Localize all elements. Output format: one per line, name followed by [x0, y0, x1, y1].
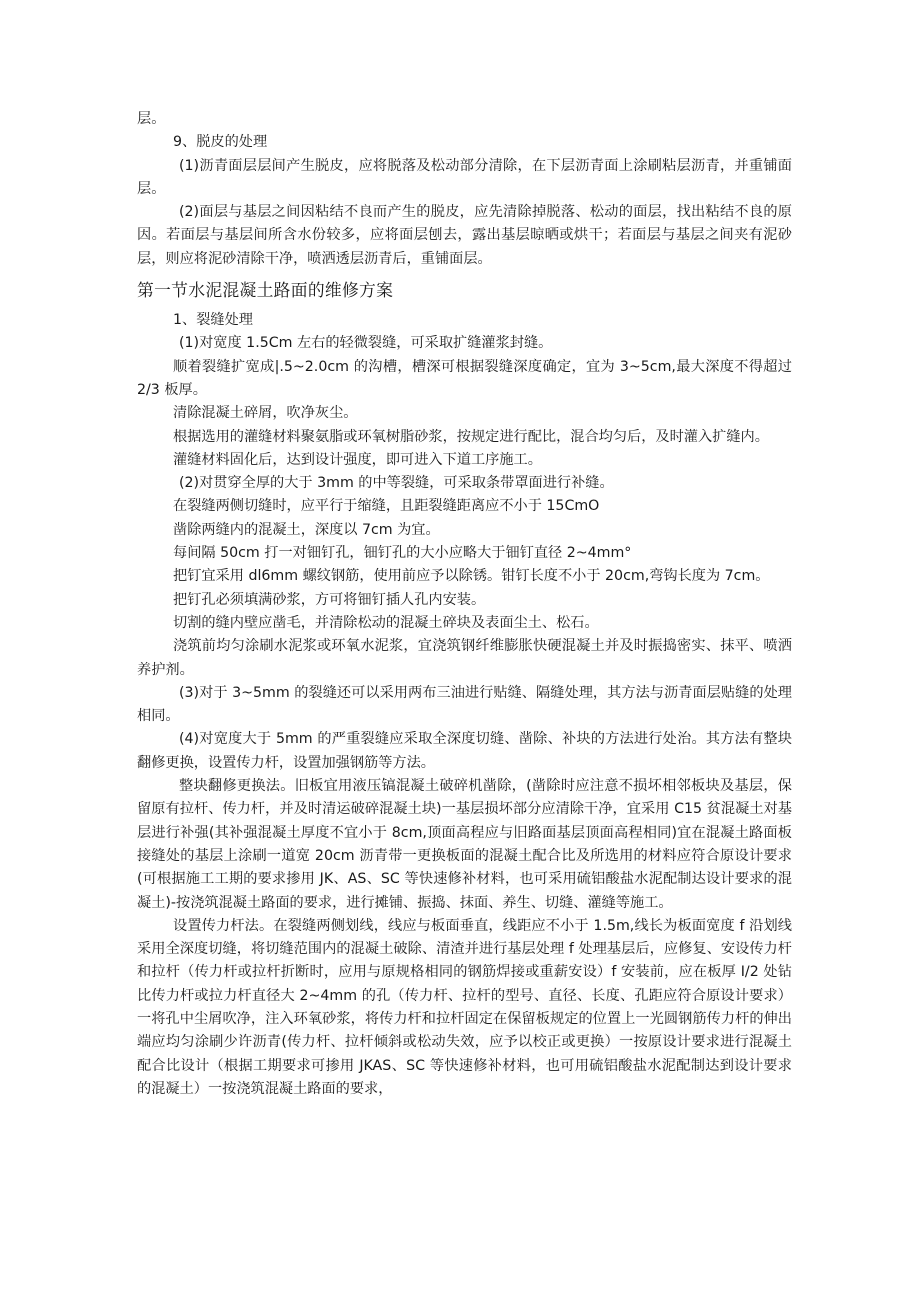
paragraph: (1)沥青面层层间产生脱皮，应将脱落及松动部分清除，在下层沥青面上涂刷粘层沥青，并重铺面层。 — [137, 157, 792, 197]
paragraph: 设置传力杆法。在裂缝两侧划线，线应与板面垂直，线距应不小于 1.5m,线长为板面宽度 f 沿划线采用全深度切缝，将切缝范围内的混凝土破除、清渣并进行基层处理 f 处理基层后，应修复、安设传力杆和拉杆（传力杆或拉杆折断时，应用与原规格相同的钢筋焊接或重薪安设）f 安装前，应在板厚 I/2 处钻比传力杆或拉力杆直径大 2~4mm 的孔（传力杆、拉杆的型号、直径、长度、孔距应符合原设计要求）一将孔中尘屑吹净，注入环氧砂浆，将传力杆和拉杆固定在保留板规定的位置上一光圆钢筋传力杆的伸出端应均匀涂刷少许沥青(传力杆、拉杆倾斜或松动失效，应予以校正或更换）一按原设计要求进行混凝土配合比设计（根据工期要求可掺用 JKAS、SC 等快速修补材料，也可用硫铝酸盐水泥配制达到设计要求的混凝土）一按浇筑混凝土路面的要求， — [137, 917, 792, 1097]
paragraph: 把钉孔必须填满砂浆，方可将钿钉插人孔内安装。 — [173, 591, 486, 608]
paragraph: (4)对宽度大于 5mm 的严重裂缝应采取全深度切缝、凿除、补块的方法进行处治。其方法有整块翻修更换，设置传力杆，设置加强钢筋等方法。 — [137, 731, 792, 771]
section-title: 9、脱皮的处理 — [173, 134, 268, 151]
paragraph: 把钉宜采用 dl6mm 螺纹钢筋，使用前应予以除锈。钳钉长度不小于 20cm,弯钩长度为 7cm。 — [173, 568, 770, 585]
paragraph: 每间隔 50cm 打一对钿钉孔，钿钉孔的大小应略大于钿钉直径 2~4mm° — [173, 545, 632, 562]
paragraph: 清除混凝土碎屑，吹净灰尘。 — [173, 405, 358, 422]
paragraph: 凿除两缝内的混凝土，深度以 7cm 为宜。 — [173, 521, 440, 538]
document-body — [137, 108, 792, 1101]
paragraph: 灌缝材料固化后，达到设计强度，即可进入下道工序施工。 — [173, 451, 542, 468]
paragraph: 根据选用的灌缝材料聚氨脂或环氧树脂砂浆，按规定进行配比，混合均匀后，及时灌入扩缝内。 — [173, 428, 769, 445]
paragraph: 切割的缝内壁应凿毛，并清除松动的混凝土碎块及表面尘土、松石。 — [173, 614, 599, 631]
paragraph: (2)面层与基层之间因粘结不良而产生的脱皮，应先清除掉脱落、松动的面层，找出粘结不良的原因。若面层与基层间所含水份较多，应将面层刨去，露出基层晾晒或烘干；若面层与基层之间夹有泥砂层，则应将泥砂清除干净，喷洒透层沥青后，重铺面层。 — [137, 204, 792, 267]
paragraph: (2)对贯穿全厚的大于 3mm 的中等裂缝，可采取条带罩面进行补缝。 — [179, 475, 614, 492]
paragraph: 层。 — [137, 111, 166, 127]
paragraph: (1)对宽度 1.5Cm 左右的轻微裂缝，可采取扩缝灌浆封缝。 — [179, 335, 553, 352]
section-heading: 第一节水泥混凝土路面的维修方案 — [137, 280, 394, 301]
paragraph: (3)对于 3~5mm 的裂缝还可以采用两布三油进行贴缝、隔缝处理，其方法与沥青面层贴缝的处理相同。 — [137, 684, 792, 725]
section-title: 1、裂缝处理 — [173, 312, 253, 329]
paragraph: 顺着裂缝扩宽成|.5~2.0cm 的沟槽，槽深可根据裂缝深度确定，宜为 3~5cm,最大深度不得超过 2/3 板厚。 — [137, 358, 792, 398]
paragraph: 整块翻修更换法。旧板宜用液压镐混凝土破碎机凿除，(凿除时应注意不损坏相邻板块及基层，保留原有拉杆、传力杆，并及时清运破碎混凝土块)一基层损坏部分应清除干净，宜采用 C15 贫混凝土对基层进行补强(其补强混凝土厚度不宜小于 8cm,顶面高程应与旧路面基层顶面高程相同)宜在混凝土路面板接缝处的基层上涂刷一道宽 20cm 沥青带一更换板面的混凝土配合比及所选用的材料应符合原设计要求(可根据施工工期的要求掺用 JK、AS、SC 等快速修补材料，也可采用硫铝酸盐水泥配制达设计要求的混凝土)-按浇筑混凝土路面的要求，进行摊铺、振捣、抹面、养生、切缝、灌缝等施工。 — [137, 778, 792, 911]
paragraph: 浇筑前均匀涂刷水泥浆或环氧水泥浆，宜浇筑钢纤维膨胀快硬混凝土并及时振捣密实、抹平、喷洒养护剂。 — [137, 638, 792, 678]
paragraph: 在裂缝两侧切缝时，应平行于缩缝，且距裂缝距离应不小于 15CmO — [173, 498, 600, 515]
